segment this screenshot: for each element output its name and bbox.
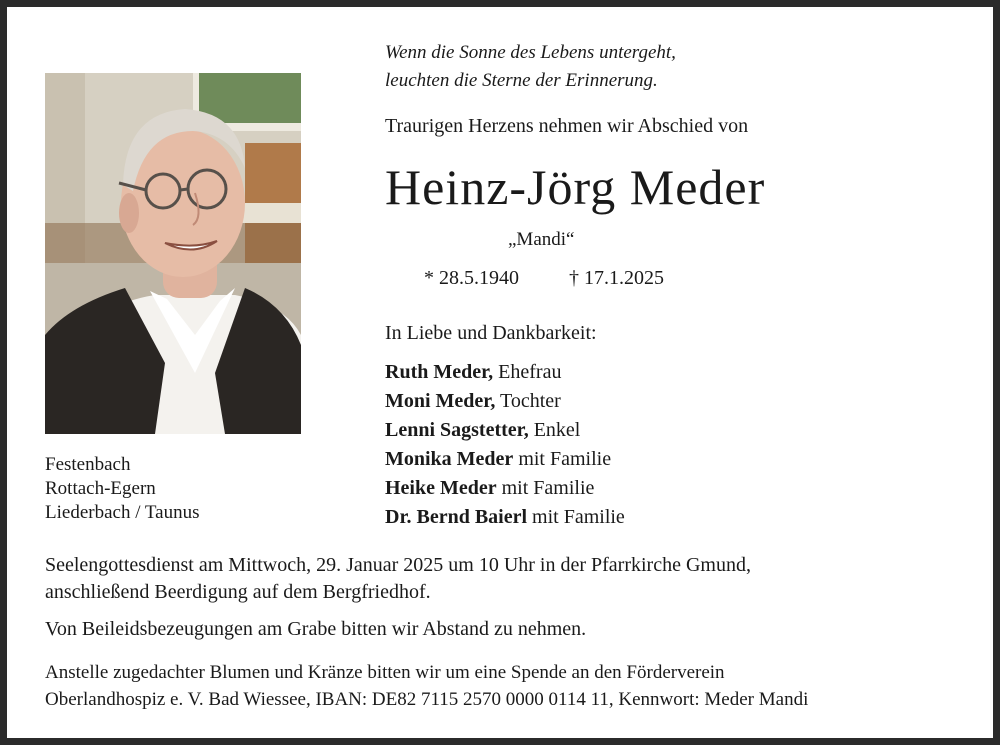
mourner-relation: mit Familie (496, 477, 595, 499)
mourner-item (385, 416, 625, 445)
service-info (45, 552, 751, 606)
death-date: † 17.1.2025 (569, 267, 664, 289)
deceased-name: Heinz-Jörg Meder (385, 159, 766, 215)
intro-text: Traurigen Herzens nehmen wir Abschied von (385, 115, 749, 137)
mourner-relation: Ehefrau (493, 361, 562, 383)
donation-line-1: Anstelle zugedachter Blumen und Kränze bitten wir um eine Spende an den Förderverein (45, 662, 725, 683)
donation-info (45, 659, 808, 713)
mourner-item (385, 474, 625, 503)
mourner-name: Moni Meder, (385, 390, 496, 412)
mourners-list (385, 358, 625, 532)
mourner-name: Ruth Meder, (385, 361, 494, 383)
mourner-name: Lenni Sagstetter, (385, 419, 529, 441)
portrait-photo (45, 73, 301, 434)
mourner-name: Heike Meder (385, 477, 497, 499)
mourner-relation: Enkel (528, 419, 581, 441)
quote-line-2: leuchten die Sterne der Erinnerung. (385, 70, 658, 91)
place-item: Festenbach (45, 454, 131, 475)
mourner-item (385, 358, 625, 387)
service-line-2: anschließend Beerdigung auf dem Bergfriedhof. (45, 581, 431, 603)
mourner-relation: mit Familie (527, 506, 625, 528)
mourner-item (385, 445, 625, 474)
places-list (45, 453, 200, 525)
mourner-name: Dr. Bernd Baierl (385, 506, 528, 528)
mourner-name: Monika Meder (385, 448, 514, 470)
service-line-1: Seelengottesdienst am Mittwoch, 29. Januar 2025 um 10 Uhr in der Pfarrkirche Gmund, (45, 554, 751, 576)
quote-line-1: Wenn die Sonne des Lebens untergeht, (385, 42, 676, 63)
mourner-relation: mit Familie (513, 448, 612, 470)
mourner-item (385, 503, 625, 532)
mourner-relation: Tochter (495, 390, 561, 412)
donation-line-2: Oberlandhospiz e. V. Bad Wiessee, IBAN: DE82 7115 2570 0000 0114 11, Kennwort: Meder Mandi (45, 689, 809, 710)
condolence-request: Von Beileidsbezeugungen am Grabe bitten wir Abstand zu nehmen. (45, 618, 587, 640)
birth-date: * 28.5.1940 (424, 267, 519, 289)
place-item: Liederbach / Taunus (45, 502, 200, 523)
place-item: Rottach-Egern (45, 478, 156, 499)
mourner-item (385, 387, 625, 416)
memorial-quote (385, 39, 676, 95)
deceased-nickname: „Mandi“ (508, 229, 575, 250)
thanks-heading: In Liebe und Dankbarkeit: (385, 322, 597, 344)
